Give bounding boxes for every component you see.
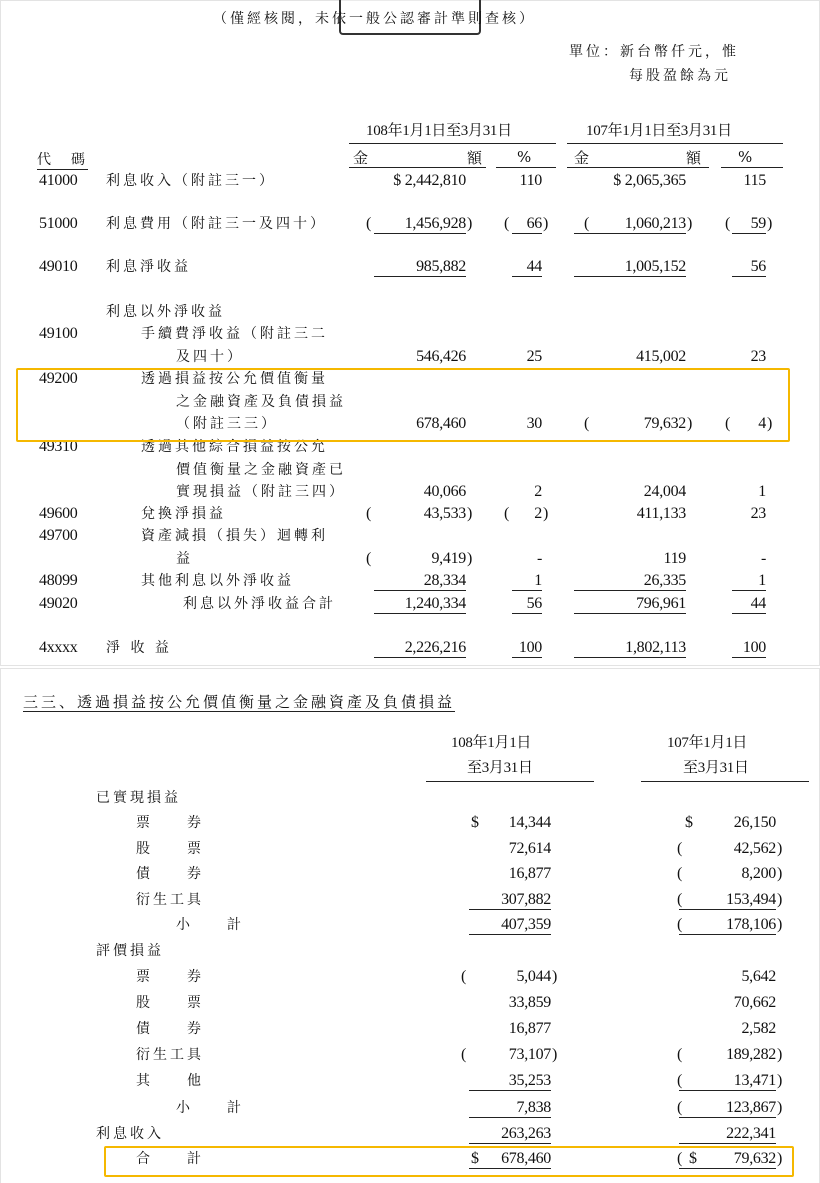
pct-108-value: 1 [512, 572, 542, 591]
row-code: 4xxxx [39, 639, 78, 656]
amount-header-1-left: 金 [353, 149, 369, 167]
pct-108-value: 56 [512, 595, 542, 614]
col2-open-paren: ( [677, 1046, 683, 1063]
col2-close-paren: ) [777, 1099, 783, 1116]
pct-107-close-paren: ) [767, 215, 773, 232]
col2-header-line2: 至3月31日 [683, 760, 749, 776]
col1-value: 73,107 [508, 1046, 551, 1063]
amount-107-open-paren: ( [584, 415, 590, 432]
period-header-108: 108年1月1日至3月31日 [366, 123, 512, 139]
col1-value: 72,614 [508, 840, 551, 857]
pct-107-close-paren: ) [767, 415, 773, 432]
amount-header-1-right: 額 [467, 149, 483, 167]
pct-107-value: - [760, 549, 766, 567]
col2-open-paren: ( [677, 1072, 683, 1089]
note-33-panel [0, 668, 820, 1183]
amount-107-close-paren: ) [687, 215, 693, 232]
row-code: 49100 [39, 325, 78, 342]
col1-value: 16,877 [508, 1020, 551, 1037]
highlight-box-total [104, 1146, 794, 1177]
col1-header-line2: 至3月31日 [467, 760, 533, 776]
col2-close-paren: ) [777, 865, 783, 882]
col1-value: 307,882 [469, 891, 551, 910]
row-label: 其他利息以外淨收益 [141, 573, 294, 589]
pct-107-value: 115 [743, 172, 766, 189]
col2-open-paren: ( [677, 840, 683, 857]
pct-107-value: 59 [732, 215, 766, 234]
amount-107-value: 1,005,152 [574, 258, 686, 277]
col2-close-paren: ) [777, 916, 783, 933]
pct-108-value: 100 [512, 639, 542, 658]
pct-107-value: 56 [732, 258, 766, 277]
col2-value: 8,200 [741, 865, 776, 882]
row-label: 透過其他綜合損益按公允 [141, 439, 328, 455]
note-row-label: 債 券 [136, 1021, 204, 1037]
row-label: 兌換淨損益 [141, 506, 226, 522]
note-row-label: 小 計 [176, 1100, 244, 1116]
pct-107-open-paren: ( [725, 215, 731, 232]
row-code: 49310 [39, 438, 78, 455]
highlight-box-49200 [16, 368, 790, 442]
col2-value: 2,582 [741, 1020, 776, 1037]
col2-value: 13,471 [679, 1072, 776, 1091]
col2-value: 42,562 [733, 840, 776, 857]
row-label: （附註三三） [176, 416, 278, 432]
row-code: 51000 [39, 215, 78, 232]
amount-108-value: 678,460 [416, 415, 466, 432]
amount-108-value: 2,226,216 [374, 639, 466, 658]
row-code: 41000 [39, 172, 78, 189]
pct-108-value: 66 [512, 215, 542, 234]
note-row-label: 票 券 [136, 969, 204, 985]
col1-close-paren: ) [552, 968, 558, 985]
col1-value: 33,859 [508, 994, 551, 1011]
amount-107-value: 119 [663, 549, 686, 567]
amount-108-open-paren: ( [366, 215, 372, 232]
amount-107-open-paren: ( [584, 215, 590, 232]
row-code: 49600 [39, 505, 78, 522]
amount-header-2-right: 額 [686, 149, 702, 167]
row-code: 49010 [39, 258, 78, 275]
col1-value: 678,460 [469, 1150, 551, 1169]
col1-dollar-sign: $ [471, 814, 479, 831]
row-label: 利息收入（附註三一） [106, 173, 276, 189]
col2-dollar-sign: $ [685, 814, 693, 831]
pct-107-value: 23 [750, 347, 766, 365]
amount-108-value: 40,066 [423, 483, 466, 500]
col2-value: 153,494 [679, 891, 776, 910]
amount-107-value: 24,004 [643, 483, 686, 500]
amount-107-value: 1,802,113 [574, 639, 686, 658]
amount-108-close-paren: ) [467, 215, 473, 232]
row-label: 透過損益按公允價值衡量 [141, 371, 328, 387]
col1-value: 16,877 [508, 865, 551, 882]
col1-dollar-sign: $ [471, 1150, 479, 1167]
note-row-label: 票 券 [136, 815, 204, 831]
pct-108-close-paren: ) [543, 505, 549, 522]
row-label: 手續費淨收益（附註三二 [141, 326, 328, 342]
row-code: 49020 [39, 595, 78, 612]
amount-108-value: 9,419 [431, 549, 466, 567]
pct-108-value: 2 [534, 505, 542, 522]
col1-value: 263,263 [469, 1125, 551, 1144]
col2-value: 79,632 [679, 1150, 776, 1169]
row-label: 益 [176, 550, 193, 567]
note-row-label: 已實現損益 [96, 790, 181, 806]
col2-open-paren: ( [677, 1099, 683, 1116]
row-label: 價值衡量之金融資產已 [176, 461, 346, 478]
row-label: 利息淨收益 [106, 259, 191, 275]
amount-107-value: 79,632 [643, 415, 686, 432]
amount-108-value: 43,533 [423, 505, 466, 522]
pct-108-value: 110 [519, 172, 542, 189]
col1-value: 14,344 [508, 814, 551, 831]
amount-107-close-paren: ) [687, 415, 693, 432]
note-row-label: 衍生工具 [136, 892, 204, 908]
col2-open-paren: ( [677, 1150, 683, 1167]
col2-value: 5,642 [741, 968, 776, 985]
pct-107-value: 44 [732, 595, 766, 614]
row-label: 之金融資產及負債損益 [176, 393, 346, 410]
note-row-label: 利息收入 [96, 1126, 164, 1142]
note-row-label: 衍生工具 [136, 1047, 204, 1063]
amount-107-value: 411,133 [636, 505, 686, 522]
row-label: 淨 收 益 [106, 640, 172, 656]
amount-108-value: 985,882 [374, 258, 466, 277]
code-header: 代 碼 [37, 152, 88, 168]
col2-value: 70,662 [733, 994, 776, 1011]
col1-open-paren: ( [461, 968, 467, 985]
note-row-label: 評價損益 [96, 943, 164, 959]
amount-107-value: 796,961 [574, 595, 686, 614]
row-label: 及四十） [176, 348, 244, 365]
row-code: 48099 [39, 572, 78, 589]
row-label: 利息以外淨收益 [106, 304, 225, 320]
pct-107-value: 1 [758, 483, 766, 500]
col2-close-paren: ) [777, 1046, 783, 1063]
col2-header-line1: 107年1月1日 [667, 735, 748, 751]
col1-value: 35,253 [469, 1072, 551, 1091]
col1-open-paren: ( [461, 1046, 467, 1063]
pct-108-value: - [536, 549, 542, 567]
col2-value: 178,106 [679, 916, 776, 935]
col2-close-paren: ) [777, 1072, 783, 1089]
note-row-label: 其 他 [136, 1073, 204, 1089]
amount-108-close-paren: ) [467, 505, 473, 522]
row-label: 資產減損（損失）迴轉利 [141, 528, 328, 544]
note-title: 三三、透過損益按公允價值衡量之金融資產及負債損益 [23, 693, 456, 711]
amount-107-value: 26,335 [574, 572, 686, 591]
pct-107-value: 100 [732, 639, 766, 658]
pct-108-open-paren: ( [504, 505, 510, 522]
review-note: （僅經核閱，未依一般公認審計準則查核） [213, 11, 536, 27]
col1-header-line1: 108年1月1日 [451, 735, 532, 751]
col1-value: 407,359 [469, 916, 551, 935]
col2-dollar-sign: $ [689, 1150, 697, 1167]
pct-108-value: 25 [526, 347, 542, 365]
unit-line-1: 單位：新台幣仟元，惟 [569, 44, 739, 60]
col2-value: 222,341 [679, 1125, 776, 1144]
note-row-label: 小 計 [176, 917, 244, 933]
col2-open-paren: ( [677, 891, 683, 908]
col2-close-paren: ) [777, 1150, 783, 1167]
col2-value: 123,867 [679, 1099, 776, 1118]
amount-108-value: 546,426 [416, 347, 466, 365]
col2-value: 26,150 [733, 814, 776, 831]
amount-107-value: 1,060,213 [574, 215, 686, 234]
col2-value: 189,282 [726, 1046, 776, 1063]
col2-open-paren: ( [677, 865, 683, 882]
pct-108-value: 44 [512, 258, 542, 277]
row-label: 實現損益（附註三四） [176, 484, 346, 500]
pct-108-close-paren: ) [543, 215, 549, 232]
amount-108-open-paren: ( [366, 549, 372, 567]
amount-107-value: 415,002 [636, 347, 686, 365]
row-code: 49200 [39, 370, 78, 387]
amount-108-open-paren: ( [366, 505, 372, 522]
pct-107-value: 4 [758, 415, 766, 432]
pct-108-value: 2 [534, 483, 542, 500]
amount-108-value: $ 2,442,810 [393, 172, 466, 189]
amount-108-value: 1,240,334 [374, 595, 466, 614]
pct-107-value: 23 [750, 505, 766, 522]
amount-108-close-paren: ) [467, 549, 473, 567]
note-row-label: 合 計 [136, 1151, 204, 1167]
col2-open-paren: ( [677, 916, 683, 933]
note-row-label: 股 票 [136, 841, 204, 857]
period-header-107: 107年1月1日至3月31日 [586, 123, 732, 139]
pct-header-2: % [738, 148, 753, 166]
col2-close-paren: ) [777, 891, 783, 908]
col1-value: 5,044 [516, 968, 551, 985]
row-code: 49700 [39, 527, 78, 544]
pct-108-value: 30 [526, 415, 542, 432]
pct-107-value: 1 [732, 572, 766, 591]
amount-108-value: 28,334 [374, 572, 466, 591]
pct-107-open-paren: ( [725, 415, 731, 432]
note-row-label: 債 券 [136, 866, 204, 882]
row-label: 利息以外淨收益合計 [183, 596, 336, 612]
amount-header-2-left: 金 [574, 149, 590, 167]
amount-108-value: 1,456,928 [374, 215, 466, 234]
col1-close-paren: ) [552, 1046, 558, 1063]
pct-108-open-paren: ( [504, 215, 510, 232]
col2-close-paren: ) [777, 840, 783, 857]
note-row-label: 股 票 [136, 995, 204, 1011]
col1-value: 7,838 [469, 1099, 551, 1118]
unit-line-2: 每股盈餘為元 [629, 68, 731, 84]
pct-header-1: % [517, 148, 532, 166]
row-label: 利息費用（附註三一及四十） [106, 216, 327, 232]
amount-107-value: $ 2,065,365 [613, 172, 686, 189]
